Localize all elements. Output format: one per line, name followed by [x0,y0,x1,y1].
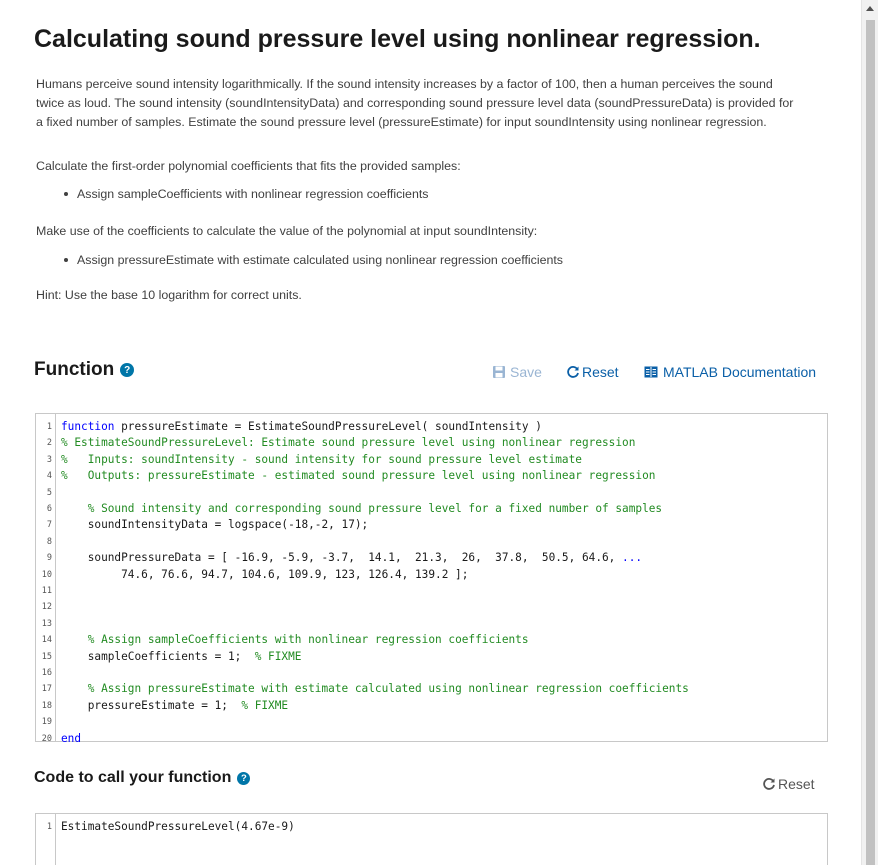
line-number: 5 [46,487,52,498]
code-line[interactable] [36,714,827,730]
matlab-documentation-label: MATLAB Documentation [663,364,817,380]
call-code-editor[interactable] [35,813,828,865]
reset-icon [566,365,580,379]
code-text [61,681,689,697]
save-button[interactable] [492,364,542,380]
code-plain: soundPressureData = [ -16.9, -5.9, -3.7, 14.1, 21.3, 26, 37.8, 50.5, 64.6, [61,551,623,565]
bullet-text: Assign sampleCoefficients with nonlinear regression coefficients [77,187,429,201]
code-text [61,819,295,835]
reset-label: Reset [582,364,619,380]
line-number: 10 [41,569,52,580]
code-comment: % Assign sampleCoefficients with nonlinear regression coefficients [87,633,529,647]
line-number: 16 [41,668,52,678]
code-text [61,468,655,484]
code-line[interactable] [36,550,827,566]
line-number: 8 [46,536,52,547]
line-number: 6 [46,504,52,514]
reset-button[interactable] [566,364,619,380]
code-plain [61,682,88,695]
code-comment: % Outputs: pressureEstimate - estimated sound pressure level using nonlinear regression [61,469,656,483]
code-line[interactable] [36,698,827,714]
code-line[interactable] [36,616,827,632]
reset-icon [762,777,776,791]
line-number: 14 [41,635,52,646]
step2-text: Make use of the coefficients to calculate the value of the polynomial at input soundIntensity: [36,224,538,238]
code-plain: sampleCoefficients = 1; [61,649,255,663]
call-title-label: Code to call your function [34,769,232,786]
line-number: 19 [41,717,52,728]
line-number: 1 [46,422,52,432]
step1-text: Calculate the first-order polynomial coefficients that fits the provided samples: [36,159,461,173]
code-line[interactable] [36,665,827,681]
code-text [61,435,635,451]
function-code-editor[interactable] [35,413,828,745]
code-continuation: ... [622,551,643,565]
code-comment: % FIXME [241,698,289,712]
code-line[interactable] [36,649,827,665]
code-line[interactable] [36,599,827,615]
code-text [61,452,582,468]
line-number: 7 [46,520,52,531]
call-section-title [34,769,250,787]
save-label: Save [510,364,542,380]
code-line[interactable] [36,419,827,435]
line-number: 3 [46,454,52,465]
page-scrollbar[interactable] [861,0,878,865]
bullet-sample-coefficients [64,187,428,201]
hint-text: Hint: Use the base 10 logarithm for correct units. [36,288,302,302]
code-line[interactable] [36,632,827,648]
line-number: 17 [41,684,52,695]
help-icon[interactable]: ? [237,772,250,785]
save-icon [492,365,506,379]
code-plain: 74.6, 76.6, 94.7, 104.6, 109.9, 123, 126.4, 139.2 ]; [61,567,469,581]
code-text [61,698,288,714]
line-number: 4 [46,471,52,482]
line-number: 2 [46,438,52,449]
code-comment: % FIXME [254,649,302,663]
bullet-pressure-estimate [64,253,563,267]
scrollbar-thumb[interactable] [866,20,875,865]
code-plain: pressureEstimate = EstimateSoundPressureLevel( soundIntensity ) [114,420,542,433]
code-text [61,567,468,583]
code-comment: % Assign pressureEstimate with estimate calculated using nonlinear regression coefficients [87,682,689,696]
code-comment: % Inputs: soundIntensity - sound intensity for sound pressure level estimate [61,452,582,466]
code-text [61,731,81,747]
code-plain: EstimateSoundPressureLevel(4.67e-9) [61,820,295,833]
line-number: 20 [41,733,52,744]
code-line[interactable] [36,534,827,550]
function-title-label: Function [34,359,115,380]
code-text [61,550,642,566]
matlab-documentation-link[interactable] [644,364,816,380]
reset-label: Reset [778,776,815,792]
call-reset-button[interactable] [762,776,815,792]
code-plain [61,633,88,646]
code-keyword: function [61,420,115,433]
function-section-title [34,359,134,381]
code-line[interactable] [36,468,827,484]
line-number: 13 [41,618,52,629]
code-line[interactable] [36,731,827,747]
bullet-dot [64,192,68,196]
code-text [61,419,542,435]
code-comment: % Sound intensity and corresponding sound pressure level for a fixed number of samples [87,502,663,515]
code-line[interactable] [36,485,827,501]
help-icon[interactable]: ? [120,363,134,377]
code-text [61,517,368,533]
code-line[interactable] [36,681,827,697]
scroll-up-arrow-icon[interactable] [866,6,874,11]
code-line[interactable] [36,583,827,599]
code-text [61,632,529,648]
code-line[interactable] [36,567,827,583]
code-line[interactable] [36,501,827,517]
line-number: 1 [46,822,52,832]
book-icon [644,366,658,378]
code-plain [61,502,88,515]
line-number: 11 [41,586,52,596]
code-line[interactable] [36,517,827,533]
line-number: 9 [46,553,52,564]
code-line[interactable] [36,452,827,468]
line-number: 12 [41,602,52,613]
bullet-text: Assign pressureEstimate with estimate calculated using nonlinear regression coefficients [77,253,564,267]
code-line[interactable] [36,435,827,451]
bullet-dot [64,258,68,262]
code-text [61,501,662,517]
page-title: Calculating sound pressure level using nonlinear regression. [34,25,761,53]
code-plain: pressureEstimate = 1; [61,698,242,712]
code-text [61,649,301,665]
code-comment: % EstimateSoundPressureLevel: Estimate sound pressure level using nonlinear regression [61,436,636,450]
problem-description: Humans perceive sound intensity logarithmically. If the sound intensity increases by a factor of 100, then a human perceives the sound twice as loud. The sound intensity (soundIntensityData) and corresponding sound pressure level data (soundPressureData) is provided for a fixed number of samples. Estimate the sound pressure level (pressureEstimate) for input soundIntensity using nonlinear regression. [36,77,794,129]
line-number: 15 [41,651,52,662]
code-plain: soundIntensityData = logspace(-18,-2, 17); [61,518,369,532]
line-number: 18 [41,700,52,711]
code-line[interactable] [36,819,827,835]
code-keyword: end [61,731,82,745]
